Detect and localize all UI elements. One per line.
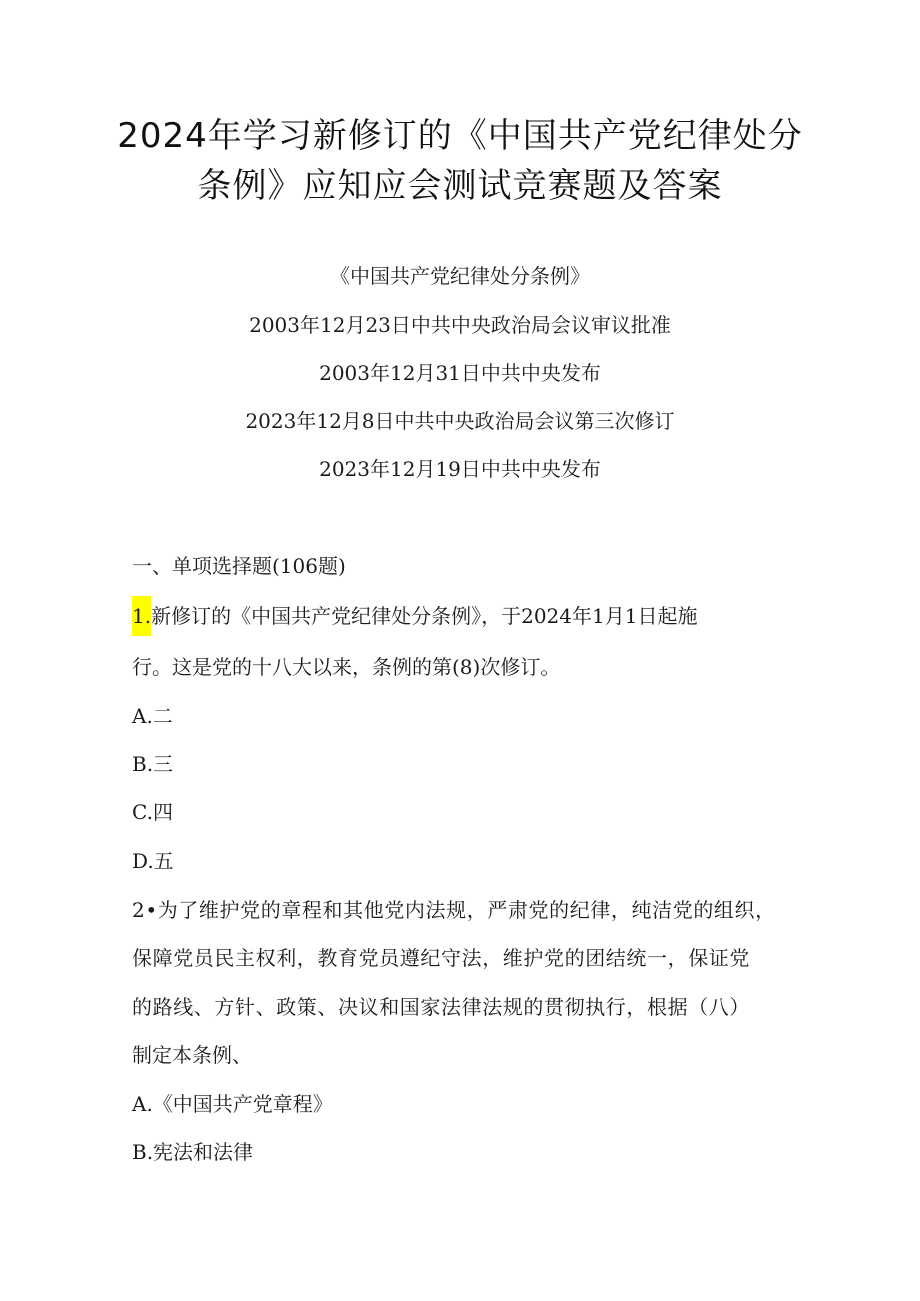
- question-1-option-d: D.五: [132, 849, 174, 873]
- publish-date-line: 2003年12月31日中共中央发布: [319, 361, 601, 385]
- revision-date-line: 2023年12月8日中共中央政治局会议第三次修订: [245, 409, 675, 433]
- question-2-option-a: A.《中国共产党章程》: [132, 1092, 333, 1116]
- question-2-line1: 2•为了维护党的章程和其他党内法规，严肃党的纪律，纯洁党的组织，: [132, 898, 776, 922]
- question-1-option-a: A.二: [132, 704, 173, 728]
- section-heading: 一、单项选择题(106题): [132, 554, 346, 578]
- regulation-name: 《中国共产党纪律处分条例》: [330, 264, 590, 288]
- question-1-line1: [132, 600, 697, 636]
- question-1-option-b: B.三: [132, 752, 174, 776]
- question-2-line3: 的路线、方针、政策、决议和国家法律法规的贯彻执行，根据（八）: [132, 995, 750, 1019]
- document-title-line2: 条例》应知应会测试竞赛题及答案: [197, 166, 723, 206]
- question-1-number-highlight: 1.: [132, 596, 151, 636]
- document-title-line1: 2024年学习新修订的《中国共产党纪律处分: [117, 116, 803, 156]
- question-2-line4: 制定本条例、: [132, 1043, 252, 1067]
- revision-publish-line: 2023年12月19日中共中央发布: [319, 457, 601, 481]
- approval-date-line: 2003年12月23日中共中央政治局会议审议批准: [249, 313, 671, 337]
- question-1-line2: 行。这是党的十八大以来，条例的第(8)次修订。: [132, 655, 561, 679]
- question-1-option-c: C.四: [132, 800, 173, 824]
- question-2-option-b: B.宪法和法律: [132, 1140, 254, 1164]
- question-1-text: 新修订的《中国共产党纪律处分条例》，于2024年1月1日起施: [151, 604, 698, 628]
- question-2-line2: 保障党员民主权利，教育党员遵纪守法，维护党的团结统一，保证党: [132, 946, 750, 970]
